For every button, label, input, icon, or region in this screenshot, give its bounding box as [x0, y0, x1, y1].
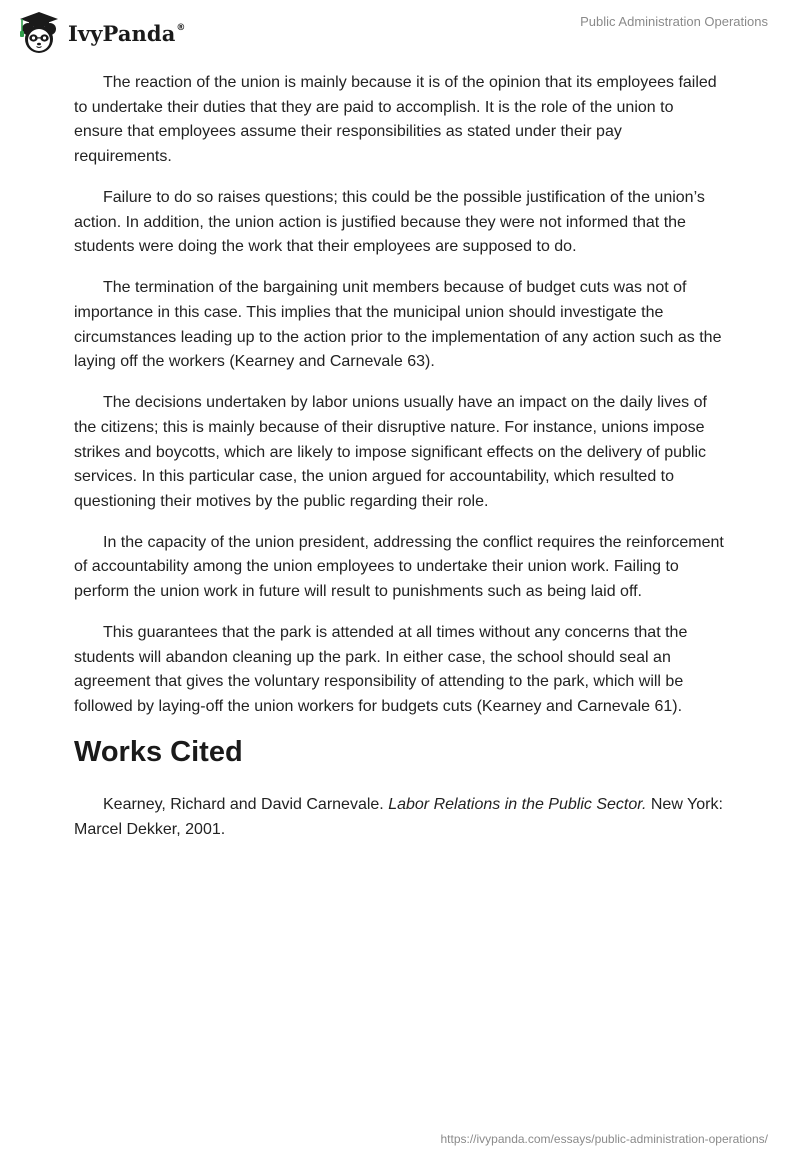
essay-body	[74, 71, 724, 842]
ivypanda-logo[interactable]	[14, 8, 186, 58]
paragraph: The reaction of the union is mainly because it is of the opinion that its employees failed to undertake their duties that they are paid to accomplish. It is the role of the union to ensure that employees assume their responsibilities as stated under their pay requirements.	[74, 74, 717, 165]
paragraph: The termination of the bargaining unit members because of budget cuts was not of importance in this case. This implies that the municipal union should investigate the circumstances leading up to the action prior to the implementation of any action such as the laying off the workers (Kearney and Carnevale 63).	[74, 279, 722, 371]
citation-title: Labor Relations in the Public Sector.	[388, 796, 647, 814]
citation-entry	[74, 793, 724, 842]
brand-name: IvyPanda®	[68, 20, 186, 46]
works-cited-heading: Works Cited	[74, 736, 243, 769]
document-title: Public Administration Operations	[580, 14, 768, 29]
paragraph: In the capacity of the union president, addressing the conflict requires the reinforcement of accountability among the union employees to undertake their union work. Failing to perform the union work in future will result to punishments such as being laid off.	[74, 533, 724, 601]
paragraph: Failure to do so raises questions; this could be the possible justification of the union’s action. In addition, the union action is justified because they were not informed that the students were doing the work that their employees are supposed to do.	[74, 188, 705, 256]
paragraph: This guarantees that the park is attended at all times without any concerns that the students will abandon cleaning up the park. In either case, the school should seal an agreement that gives the voluntary responsibility of attending to the park, which will be followed by laying-off the union workers for budgets cuts (Kearney and Carnevale 61).	[74, 624, 688, 716]
page-header	[0, 0, 800, 66]
panda-graduate-icon	[14, 8, 64, 58]
source-url[interactable]: https://ivypanda.com/essays/public-administration-operations/	[440, 1132, 768, 1146]
citation-publisher: New York: Marcel Dekker, 2001.	[74, 796, 723, 838]
paragraph: The decisions undertaken by labor unions usually have an impact on the daily lives of the citizens; this is mainly because of their disruptive nature. For instance, unions impose strikes and boycotts, which are likely to impose significant effects on the delivery of public services. In this particular case, the union argued for accountability, which resulted to questioning their motives by the public regarding their role.	[74, 394, 707, 510]
citation-authors: Kearney, Richard and David Carnevale.	[103, 796, 384, 814]
